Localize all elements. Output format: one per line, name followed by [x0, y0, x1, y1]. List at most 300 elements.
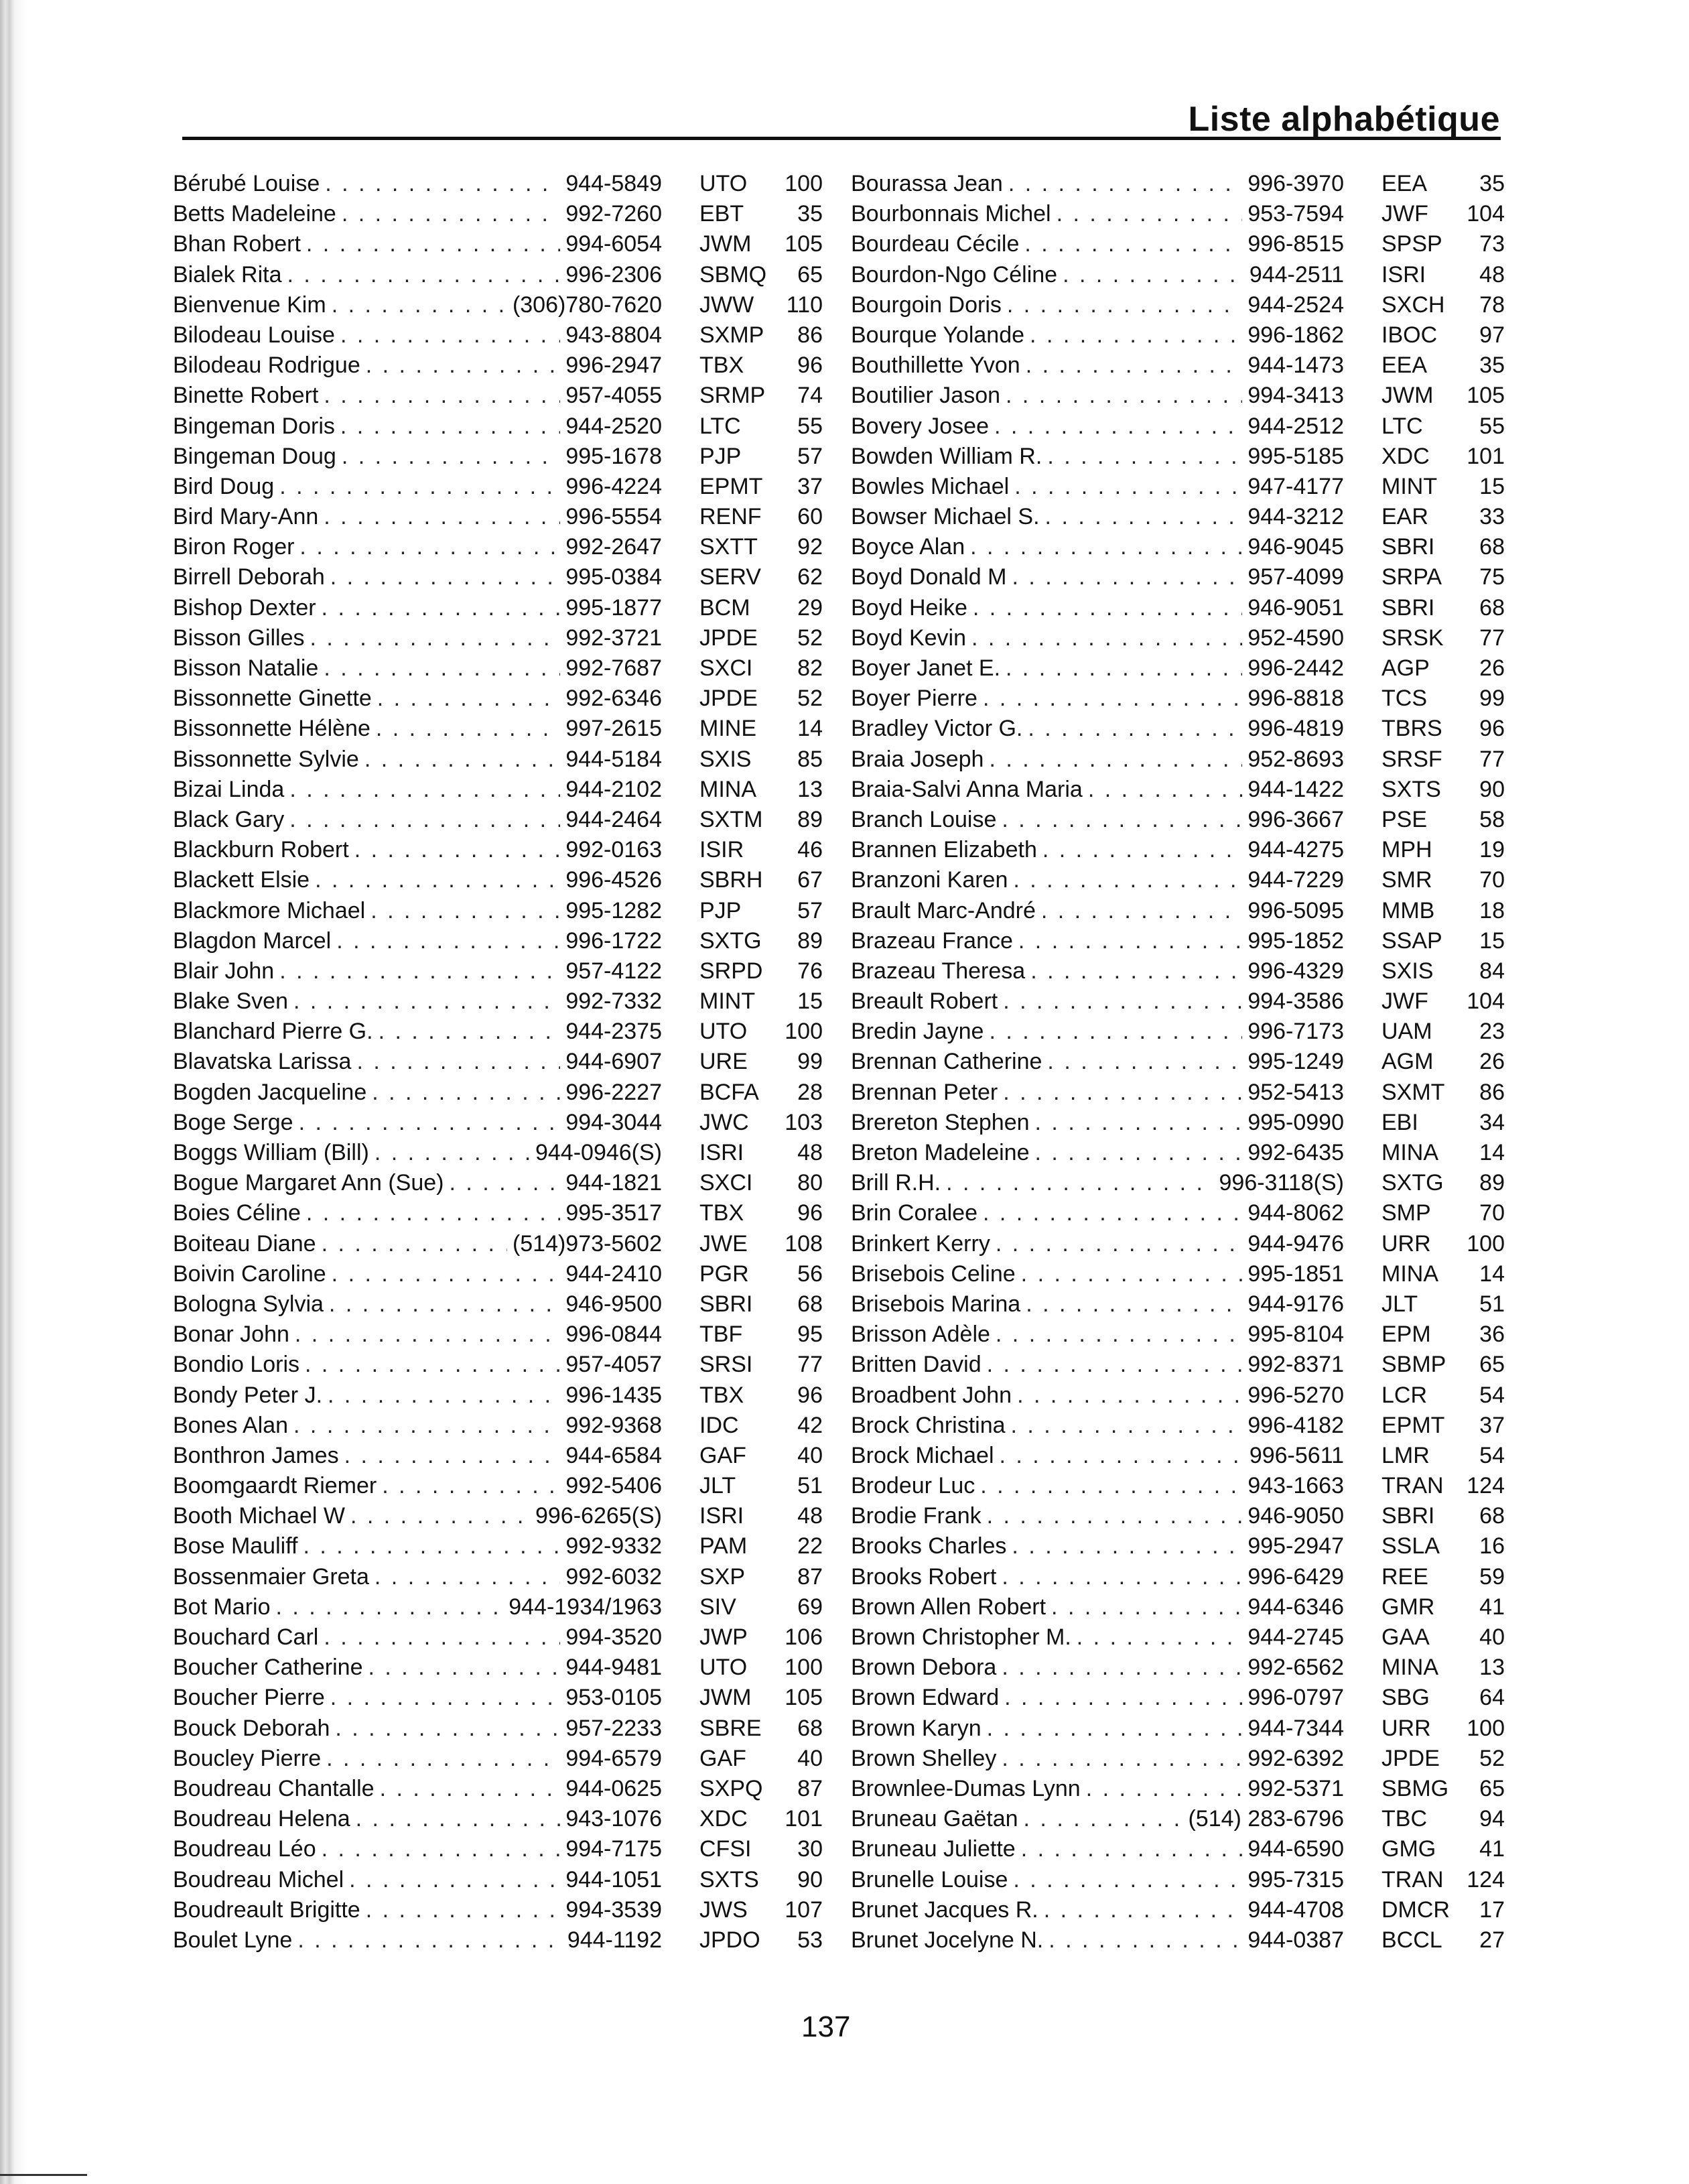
unit-code: SXPQ	[699, 1775, 763, 1801]
unit-code: UTO	[699, 1655, 748, 1681]
unit-code: JWM	[699, 231, 752, 257]
entry-name-phone	[173, 1229, 662, 1259]
dot-leader	[1006, 653, 1242, 684]
entry-name-phone	[851, 532, 1344, 562]
unit-code: MINE	[699, 716, 756, 742]
phone-number: 944-1422	[1247, 776, 1344, 802]
dot-leader	[340, 320, 560, 350]
page-reference: 35	[1479, 171, 1505, 196]
unit-code: BCFA	[699, 1079, 759, 1105]
entry-name-phone	[851, 1229, 1344, 1259]
page-reference: 101	[1467, 443, 1505, 469]
unit-code: SBRI	[1381, 534, 1435, 560]
phone-number: 992-6562	[1247, 1655, 1344, 1681]
page-reference: 100	[785, 1019, 823, 1045]
phone-number: 943-8804	[565, 322, 662, 348]
dot-leader	[1026, 1289, 1242, 1320]
phone-number: 944-1934/1963	[509, 1594, 662, 1620]
unit-code: SRSK	[1381, 625, 1444, 651]
entry-name-phone	[851, 260, 1344, 290]
phone-number: 995-5185	[1247, 443, 1344, 469]
page-reference: 90	[1479, 776, 1505, 802]
directory-row	[851, 1592, 1505, 1622]
page-reference: 78	[1479, 292, 1505, 318]
dot-leader	[366, 350, 561, 381]
person-name: Bogden Jacqueline	[173, 1079, 367, 1105]
unit-code: TBRS	[1381, 716, 1442, 742]
phone-number: 996-5270	[1247, 1382, 1344, 1408]
phone-number: 944-7344	[1247, 1715, 1344, 1741]
dot-leader	[279, 956, 560, 986]
directory-row	[851, 1138, 1505, 1168]
phone-number: 992-8371	[1247, 1352, 1344, 1378]
page-reference: 51	[1479, 1291, 1505, 1317]
phone-number: 996-5095	[1247, 897, 1344, 923]
phone-number: 996-1862	[1247, 322, 1344, 348]
phone-number: 944-7229	[1247, 867, 1344, 893]
person-name: Bossenmaier Greta	[173, 1563, 369, 1590]
page-reference: 23	[1479, 1019, 1505, 1045]
phone-number: 992-9332	[565, 1533, 662, 1559]
directory-row	[851, 1562, 1505, 1592]
page-reference: 95	[797, 1322, 823, 1348]
page-reference: 30	[797, 1836, 823, 1862]
unit-code: MINA	[1381, 1140, 1438, 1165]
directory-row	[173, 1168, 823, 1198]
unit-code: SMR	[1381, 867, 1432, 893]
directory-row	[173, 986, 823, 1017]
page-reference: 89	[797, 927, 823, 954]
directory-row	[851, 1017, 1505, 1047]
entry-name-phone	[851, 1683, 1344, 1713]
page-reference: 69	[797, 1594, 823, 1620]
unit-code: SRPD	[699, 958, 763, 984]
person-name: Branzoni Karen	[851, 867, 1008, 893]
dot-leader	[449, 1168, 560, 1198]
directory-row	[851, 562, 1505, 592]
dot-leader	[989, 745, 1242, 775]
phone-number: 944-9481	[565, 1655, 662, 1681]
entry-name-phone	[173, 593, 662, 623]
dot-leader	[987, 1501, 1243, 1531]
page-reference: 87	[797, 1563, 823, 1590]
phone-number: 992-5406	[565, 1473, 662, 1499]
dot-leader	[1012, 562, 1242, 592]
person-name: Boyd Donald M	[851, 564, 1007, 590]
phone-number: (514)973-5602	[512, 1230, 662, 1257]
directory-row	[851, 290, 1505, 320]
person-name: Bradley Victor G.	[851, 716, 1023, 742]
page-reference: 68	[797, 1715, 823, 1741]
entry-name-phone	[173, 260, 662, 290]
person-name: Boucher Catherine	[173, 1655, 363, 1681]
person-name: Breton Madeleine	[851, 1140, 1030, 1165]
person-name: Bizai Linda	[173, 776, 285, 802]
phone-number: 992-5371	[1247, 1775, 1344, 1801]
directory-row	[851, 1834, 1505, 1864]
page-reference: 46	[797, 837, 823, 863]
phone-number: 996-2227	[565, 1079, 662, 1105]
directory-row	[851, 1895, 1505, 1925]
person-name: Boivin Caroline	[173, 1261, 326, 1287]
phone-number: 944-8062	[1247, 1200, 1344, 1226]
phone-number: 996-8515	[1247, 231, 1344, 257]
entry-name-phone	[173, 926, 662, 956]
entry-name-phone	[173, 1350, 662, 1380]
page-reference: 56	[797, 1261, 823, 1287]
dot-leader	[989, 1017, 1242, 1047]
unit-code: ISIR	[699, 837, 744, 863]
dot-leader	[1002, 1653, 1242, 1683]
page-reference: 99	[1479, 686, 1505, 712]
unit-code: LMR	[1381, 1442, 1430, 1468]
directory-row	[173, 229, 823, 259]
person-name: Blavatska Larissa	[173, 1049, 352, 1075]
page-reference: 57	[797, 897, 823, 923]
directory-row	[851, 835, 1505, 865]
person-name: Brooks Charles	[851, 1533, 1007, 1559]
entry-name-phone	[851, 1017, 1344, 1047]
person-name: Bonar John	[173, 1322, 289, 1348]
dot-leader	[330, 1683, 561, 1713]
directory-row	[173, 926, 823, 956]
scan-edge-mark	[0, 2174, 87, 2176]
directory-row	[173, 502, 823, 532]
unit-code: SMP	[1381, 1200, 1431, 1226]
unit-code: EAR	[1381, 504, 1428, 530]
person-name: Brown Edward	[851, 1685, 1000, 1711]
person-name: Bissonnette Hélène	[173, 716, 370, 742]
directory-row	[851, 926, 1505, 956]
phone-number: 994-3539	[565, 1897, 662, 1923]
phone-number: 994-6054	[565, 231, 662, 257]
person-name: Braia-Salvi Anna Maria	[851, 776, 1083, 802]
person-name: Brock Michael	[851, 1442, 994, 1468]
dot-leader	[980, 1471, 1242, 1501]
page-reference: 34	[1479, 1109, 1505, 1135]
phone-number: 992-6435	[1247, 1140, 1344, 1165]
unit-code: SSAP	[1381, 927, 1442, 954]
directory-row	[851, 1865, 1505, 1895]
unit-code: SXP	[699, 1563, 746, 1590]
unit-code: PJP	[699, 897, 742, 923]
phone-number: 952-8693	[1247, 746, 1344, 772]
phone-number: 994-7175	[565, 1836, 662, 1862]
person-name: Blackburn Robert	[173, 837, 349, 863]
unit-code: UTO	[699, 1019, 748, 1045]
phone-number: 944-4275	[1247, 837, 1344, 863]
directory-row	[851, 896, 1505, 926]
directory-row	[173, 1078, 823, 1108]
unit-code: GAA	[1381, 1624, 1430, 1650]
dot-leader	[306, 229, 560, 259]
dot-leader	[1000, 1441, 1244, 1471]
person-name: Boudreau Chantalle	[173, 1775, 375, 1801]
unit-code: SXCI	[699, 655, 753, 681]
person-name: Bovery Josee	[851, 413, 989, 439]
page-reference: 124	[1467, 1473, 1505, 1499]
person-name: Brazeau France	[851, 927, 1013, 954]
unit-code: AGM	[1381, 1049, 1434, 1075]
phone-number: 996-7173	[1247, 1019, 1344, 1045]
page-reference: 60	[797, 504, 823, 530]
page-reference: 40	[797, 1442, 823, 1468]
directory-row	[173, 1047, 823, 1077]
unit-code: IDC	[699, 1412, 739, 1438]
directory-row	[173, 1653, 823, 1683]
entry-name-phone	[851, 1138, 1344, 1168]
person-name: Brunet Jocelyne N.	[851, 1927, 1044, 1953]
entry-name-phone	[851, 1198, 1344, 1228]
directory-row	[173, 290, 823, 320]
phone-number: 995-1852	[1247, 927, 1344, 954]
dot-leader	[354, 835, 561, 865]
dot-leader	[1045, 502, 1243, 532]
phone-number: 996-1435	[565, 1382, 662, 1408]
phone-number: 946-9050	[1247, 1503, 1344, 1529]
directory-row	[851, 199, 1505, 229]
phone-number: 946-9051	[1247, 594, 1344, 621]
unit-code: EPM	[1381, 1322, 1431, 1348]
directory-row	[173, 350, 823, 381]
entry-name-phone	[851, 381, 1344, 411]
entry-name-phone	[173, 229, 662, 259]
unit-code: SXTS	[699, 1866, 759, 1892]
phone-number: 996-4182	[1247, 1412, 1344, 1438]
entry-name-phone	[851, 1259, 1344, 1289]
unit-code: EEA	[1381, 352, 1428, 379]
unit-code: SRSI	[699, 1352, 753, 1378]
person-name: Boyd Heike	[851, 594, 967, 621]
entry-name-phone	[173, 562, 662, 592]
entry-name-phone	[173, 1865, 662, 1895]
dot-leader	[315, 865, 560, 895]
unit-code: JWM	[699, 1685, 752, 1711]
directory-row	[851, 1289, 1505, 1320]
person-name: Bogue Margaret Ann (Sue)	[173, 1170, 444, 1196]
page-reference: 52	[797, 686, 823, 712]
phone-number: 994-6579	[565, 1745, 662, 1771]
entry-name-phone	[851, 684, 1344, 714]
entry-name-phone	[173, 1562, 662, 1592]
person-name: Boyd Kevin	[851, 625, 966, 651]
page-reference: 106	[785, 1624, 823, 1650]
dot-leader	[289, 805, 560, 835]
entry-name-phone	[851, 956, 1344, 986]
directory-row	[173, 1198, 823, 1228]
unit-code: JLT	[699, 1473, 736, 1499]
person-name: Brodie Frank	[851, 1503, 982, 1529]
page-reference: 14	[1479, 1140, 1505, 1165]
dot-leader	[289, 775, 560, 805]
dot-leader	[1030, 320, 1242, 350]
entry-name-phone	[851, 562, 1344, 592]
unit-code: CFSI	[699, 1836, 752, 1862]
entry-name-phone	[851, 1653, 1344, 1683]
dot-leader	[376, 714, 560, 744]
dot-leader	[379, 1017, 561, 1047]
entry-name-phone	[173, 442, 662, 472]
person-name: Black Gary	[173, 806, 285, 832]
page-reference: 42	[797, 1412, 823, 1438]
person-name: Brunet Jacques R.	[851, 1897, 1038, 1923]
page-reference: 100	[1467, 1715, 1505, 1741]
phone-number: 992-6392	[1247, 1745, 1344, 1771]
unit-code: URR	[1381, 1230, 1431, 1257]
unit-code: EEA	[1381, 171, 1428, 196]
unit-code: XDC	[699, 1806, 748, 1832]
directory-row	[851, 1229, 1505, 1259]
directory-row	[851, 1047, 1505, 1077]
person-name: Bonthron James	[173, 1442, 339, 1468]
directory-row	[173, 1441, 823, 1471]
page-reference: 37	[1479, 1412, 1505, 1438]
directory-row	[851, 1653, 1505, 1683]
entry-name-phone	[851, 1108, 1344, 1138]
directory-row	[851, 1411, 1505, 1441]
entry-name-phone	[851, 835, 1344, 865]
person-name: Brin Coralee	[851, 1200, 977, 1226]
entry-name-phone	[851, 1714, 1344, 1744]
directory-row	[851, 775, 1505, 805]
dot-leader	[342, 442, 560, 472]
person-name: Boulet Lyne	[173, 1927, 293, 1953]
unit-code: MPH	[1381, 837, 1432, 863]
page-reference: 15	[1479, 927, 1505, 954]
person-name: Boudreau Michel	[173, 1866, 344, 1892]
person-name: Blake Sven	[173, 988, 288, 1015]
person-name: Brault Marc-André	[851, 897, 1036, 923]
person-name: Brisebois Marina	[851, 1291, 1021, 1317]
page-reference: 90	[797, 1866, 823, 1892]
directory-row	[173, 1017, 823, 1047]
directory-row	[173, 1501, 823, 1531]
dot-leader	[1044, 1895, 1243, 1925]
page-reference: 67	[797, 867, 823, 893]
entry-name-phone	[851, 1925, 1344, 1955]
page-reference: 48	[797, 1140, 823, 1165]
person-name: Boudreau Léo	[173, 1836, 316, 1862]
entry-name-phone	[173, 1834, 662, 1864]
page-reference: 55	[797, 413, 823, 439]
directory-row	[851, 1320, 1505, 1350]
directory-row	[173, 1531, 823, 1561]
entry-name-phone	[173, 199, 662, 229]
entry-name-phone	[173, 986, 662, 1017]
entry-name-phone	[173, 896, 662, 926]
directory-row	[851, 1501, 1505, 1531]
person-name: Brill R.H.	[851, 1170, 941, 1196]
entry-name-phone	[173, 865, 662, 895]
directory-row	[851, 1259, 1505, 1289]
dot-leader	[330, 562, 561, 592]
directory-row	[173, 623, 823, 653]
person-name: Brennan Peter	[851, 1079, 998, 1105]
directory-row	[851, 745, 1505, 775]
phone-number: 946-9500	[565, 1291, 662, 1317]
entry-name-phone	[173, 775, 662, 805]
entry-name-phone	[173, 1622, 662, 1653]
entry-name-phone	[851, 502, 1344, 532]
phone-number: 992-7687	[565, 655, 662, 681]
entry-name-phone	[173, 350, 662, 381]
page-reference: 54	[1479, 1442, 1505, 1468]
phone-number: 957-4122	[565, 958, 662, 984]
entry-name-phone	[173, 1774, 662, 1804]
page-reference: 105	[785, 231, 823, 257]
directory-row	[851, 1804, 1505, 1834]
person-name: Boomgaardt Riemer	[173, 1473, 377, 1499]
page-reference: 110	[786, 292, 823, 318]
dot-leader	[946, 1168, 1213, 1198]
unit-code: JWE	[699, 1230, 748, 1257]
entry-name-phone	[173, 1017, 662, 1047]
directory-row	[851, 1471, 1505, 1501]
page-reference: 108	[785, 1230, 823, 1257]
entry-name-phone	[851, 1168, 1344, 1198]
person-name: Bondio Loris	[173, 1352, 300, 1378]
phone-number: 996-4819	[1247, 716, 1344, 742]
page-reference: 36	[1479, 1322, 1505, 1348]
person-name: Brannen Elizabeth	[851, 837, 1037, 863]
person-name: Bissonnette Ginette	[173, 686, 372, 712]
entry-name-phone	[173, 1289, 662, 1320]
page-reference: 54	[1479, 1382, 1505, 1408]
entry-name-phone	[173, 290, 662, 320]
page-reference: 26	[1479, 655, 1505, 681]
unit-code: URR	[1381, 1715, 1431, 1741]
dot-leader	[324, 381, 560, 411]
unit-code: MINA	[1381, 1655, 1438, 1681]
dot-leader	[1035, 1108, 1243, 1138]
dot-leader	[994, 411, 1242, 442]
person-name: Bingeman Doris	[173, 413, 335, 439]
directory-row	[173, 1865, 823, 1895]
person-name: Boggs William (Bill)	[173, 1140, 369, 1165]
unit-code: GMG	[1381, 1836, 1436, 1862]
page-reference: 75	[1479, 564, 1505, 590]
entry-name-phone	[173, 1078, 662, 1108]
person-name: Bialek Rita	[173, 261, 282, 287]
phone-number: 944-1821	[565, 1170, 662, 1196]
phone-number: 996-4329	[1247, 958, 1344, 984]
dot-leader	[324, 1622, 560, 1653]
person-name: Blackett Elsie	[173, 867, 310, 893]
dot-leader	[1008, 169, 1243, 199]
unit-code: UTO	[699, 171, 748, 196]
person-name: Brodeur Luc	[851, 1473, 975, 1499]
dot-leader	[1047, 1047, 1242, 1077]
directory-row	[851, 956, 1505, 986]
person-name: Boyer Pierre	[851, 686, 977, 712]
phone-number: 996-2947	[565, 352, 662, 379]
directory-row	[173, 1411, 823, 1441]
unit-code: MINA	[699, 776, 756, 802]
page-reference: 52	[1479, 1745, 1505, 1771]
person-name: Bienvenue Kim	[173, 292, 326, 318]
dot-leader	[1021, 1834, 1243, 1864]
unit-code: TBX	[699, 1382, 744, 1408]
unit-code: EPMT	[699, 473, 763, 499]
directory-row	[173, 411, 823, 442]
directory-row	[851, 805, 1505, 835]
person-name: Bowden William R.	[851, 443, 1042, 469]
phone-number: 957-4099	[1247, 564, 1344, 590]
unit-code: JPDE	[1381, 1745, 1440, 1771]
dot-leader	[377, 684, 561, 714]
person-name: Bruneau Juliette	[851, 1836, 1016, 1862]
phone-number: 995-1249	[1247, 1049, 1344, 1075]
